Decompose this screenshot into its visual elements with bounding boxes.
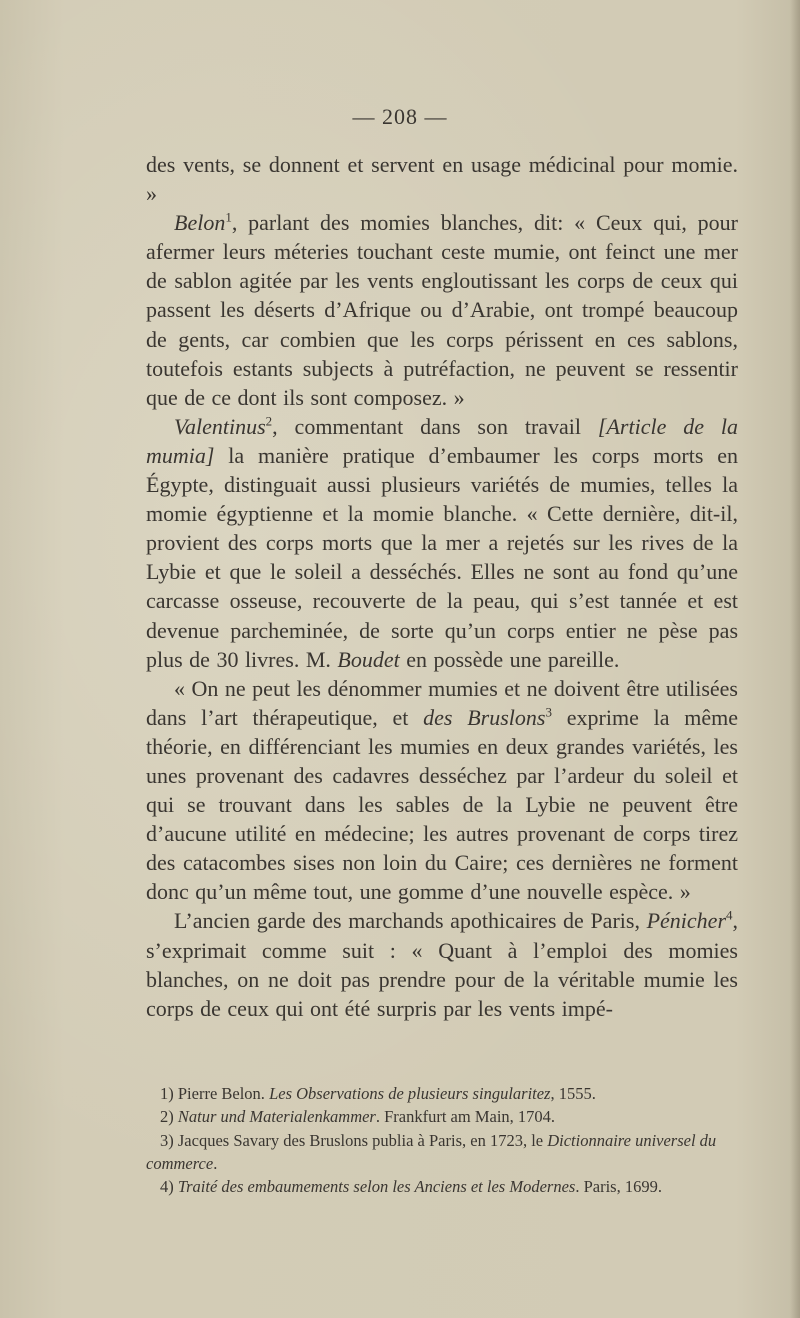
footnote-ref-3: 3: [545, 704, 552, 720]
paragraph-1-text: , parlant des momies blanches, dit: « Ceux qui, pour afermer leurs méteries touchant ceste mumie, ont feinct une mer de sablon agitée par les vents engloutissant les corps de ceux qui passent les déserts d’Afrique ou d’Arabie, ont trompé beaucoup de gents, car combien que les corps périssent en ces sablons, toutefois estants subjects à putréfaction, ne peuvent se ressentir que de ce dont ils sont composez. »: [146, 210, 738, 410]
footnote-3: [146, 1129, 746, 1176]
footnote-4: [146, 1175, 746, 1198]
footnote-1-mark: 1): [160, 1084, 174, 1103]
author-name-valentinus: Valentinus: [174, 413, 266, 439]
person-name-boudet: Boudet: [337, 646, 400, 672]
footnote-ref-2: 2: [265, 413, 273, 429]
page-number: — 208 —: [352, 104, 448, 129]
paragraph-2-text-a: , commentant dans son travail: [272, 413, 598, 439]
author-name-bruslons: des Bruslons: [423, 704, 546, 730]
footnotes: [146, 1082, 746, 1198]
footnote-ref-4: 4: [726, 908, 733, 924]
footnote-1-title: Les Observations de plusieurs singularitez: [269, 1084, 551, 1103]
paragraph-4: [146, 906, 738, 1022]
main-text: [146, 150, 738, 1023]
footnote-ref-1: 1: [225, 209, 232, 225]
footnote-2-mark: 2): [160, 1107, 174, 1127]
footnote-3-mark: 3): [160, 1130, 174, 1150]
footnote-4-text-b: . Paris, 1699.: [575, 1177, 662, 1197]
footnote-3-title: Dictionnaire universel du commerce: [146, 1130, 717, 1173]
page-edge-shadow: [790, 0, 800, 1318]
paragraph-1: [146, 208, 738, 412]
footnote-3-text-b: .: [213, 1153, 218, 1173]
footnote-1-text-b: , 1555.: [550, 1084, 596, 1103]
author-name-penicher: Pénicher: [646, 908, 726, 934]
work-title-article: [Article de la mumia]: [146, 413, 738, 468]
footnote-4-mark: 4): [160, 1177, 174, 1197]
paragraph-2-text-b: la manière pratique d’embaumer les corps morts en Égypte, distinguait aussi plusieurs variétés de mumies, telles la momie égyptienne et la momie blanche. « Cette dernière, dit-il, provient des corps morts que la mer a rejetés sur les rives de la Lybie et que le soleil a desséchés. Elles ne sont au fond qu’une carcasse osseuse, recouverte de la peau, qui s’est tannée et est devenue parcheminée, de sorte qu’un corps entier ne pèse pas plus de 30 livres. M.: [146, 442, 738, 672]
paragraph-2-text-c: en possède une pareille.: [399, 646, 620, 672]
paragraph-4-text-b: , s’exprimait comme suit : « Quant à l’emploi des momies blanches, on ne doit pas prendre pour de la véritable mumie les corps de ceux qui ont été surpris par les vents impé-: [146, 908, 738, 1021]
paragraph-3-text-b: exprime la même théorie, en différenciant les mumies en deux grandes variétés, les unes provenant des cadavres desséchez par l’ardeur du soleil et qui se trouvant dans les sables de la Lybie ne peuvent être d’aucune utilité en médecine; les autres provenant de corps tirez des catacombes sises non loin du Caire; ces dernières ne forment donc qu’un même tout, une gomme d’une nouvelle espèce. »: [146, 704, 738, 905]
author-name-belon: Belon: [174, 210, 226, 236]
footnote-2-text-b: . Frankfurt am Main, 1704.: [375, 1107, 556, 1127]
footnote-1: [146, 1082, 746, 1105]
paragraph-4-text-a: L’ancien garde des marchands apothicaires de Paris,: [174, 908, 647, 934]
paragraph-3-text-a: « On ne peut les dénommer mumies et ne doivent être utilisées dans l’art thérapeutique, et: [146, 675, 738, 730]
paragraph-3: [146, 674, 738, 907]
footnote-3-text-a: Jacques Savary des Bruslons publia à Paris, en 1723, le: [173, 1130, 548, 1150]
footnote-4-title: Traité des embaumements selon les Anciens et les Modernes: [177, 1177, 576, 1197]
footnote-2-title: Natur und Materialenkammer: [177, 1107, 376, 1127]
paragraph-0: des vents, se donnent et servent en usage médicinal pour momie. »: [146, 152, 738, 207]
paragraph-2: [146, 412, 738, 674]
footnote-1-text-a: Pierre Belon.: [173, 1084, 270, 1103]
footnote-2: [146, 1105, 746, 1128]
